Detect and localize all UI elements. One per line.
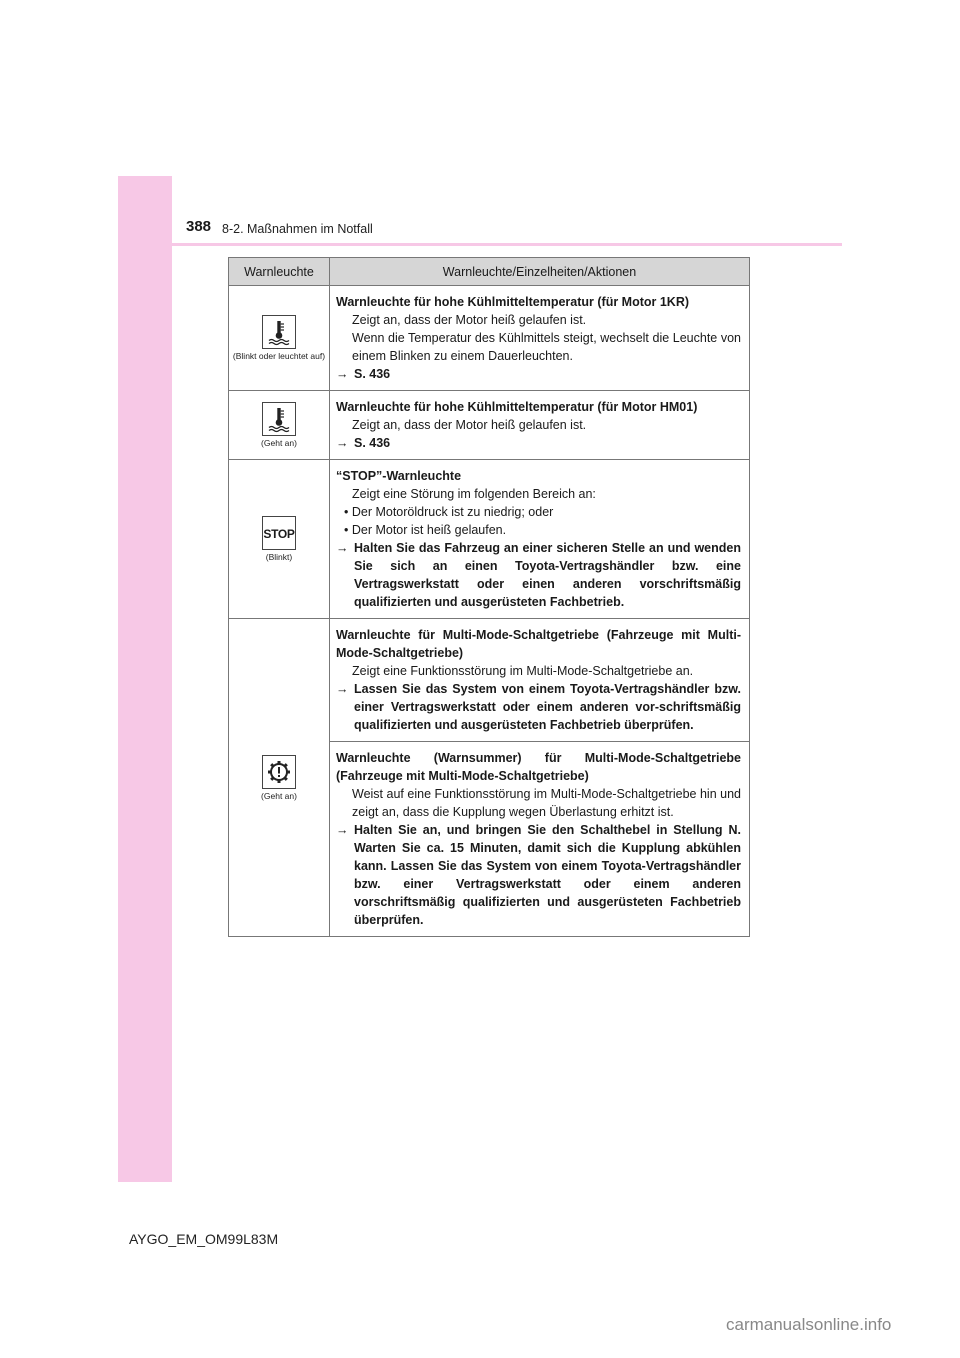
action-line [336,365,741,383]
icon-cell [229,619,330,937]
warning-light-table [228,257,750,937]
arrow-icon: → [336,367,349,381]
action-text: Halten Sie an, und bringen Sie den Schalthebel in Stellung N. Warten Sie ca. 15 Minuten, damit sich die Kupplung abkühlen kann. Lassen Sie das System von einem Toyota-Vertragshändler bzw. einer Vertragswerkstatt oder einem anderen vorschriftsmäßig qualifizierten und ausgerüsteten Fachbetrieb überprüfen. [354,823,741,927]
page-reference: S. 436 [354,436,391,450]
header-rule [172,243,842,246]
transmission-warning-icon [262,755,296,789]
page-number: 388 [186,218,212,235]
stop-warning-icon [262,516,296,550]
action-text: Halten Sie das Fahrzeug an einer sicheren Stelle an und wenden Sie sich an einen Toyota-Vertragshändler bzw. eine Vertragswerkstatt oder einen anderen vorschriftsmäßig qualifizierten und ausgerüsteten Fachbetrieb. [354,541,741,609]
description-line: Zeigt eine Störung im folgenden Bereich an: [352,487,596,501]
document-id: AYGO_EM_OM99L83M [129,1231,279,1247]
warning-title: Warnleuchte für Multi-Mode-Schaltgetriebe (Fahrzeuge mit Multi-Mode-Schaltgetriebe) [336,628,741,660]
details-cell [330,286,750,391]
description-line: Weist auf eine Funktionsstörung im Multi-Mode-Schaltgetriebe hin und zeigt an, dass die Kupplung wegen Überlastung erhitzt ist. [352,787,741,819]
action-line [336,680,741,734]
details-cell [330,460,750,619]
page-reference: S. 436 [354,367,391,381]
warning-title: Warnleuchte für hohe Kühlmitteltemperatur (für Motor HM01) [336,400,698,414]
coolant-temperature-icon [262,315,296,349]
warning-title: Warnleuchte (Warnsummer) für Multi-Mode-Schaltgetriebe (Fahrzeuge mit Multi-Mode-Schaltgetriebe) [336,751,741,783]
details-cell [330,742,750,937]
bullet-item: • Der Motoröldruck ist zu niedrig; oder [344,505,554,519]
bullet-item: • Der Motor ist heiß gelaufen. [344,523,507,537]
description-line: Zeigt an, dass der Motor heiß gelaufen ist. [352,313,587,327]
stop-icon-text: STOP [263,527,295,541]
table-row [229,391,750,460]
section-title: 8-2. Maßnahmen im Notfall [222,222,373,236]
watermark: carmanualsonline.info [726,1315,892,1334]
warning-title: Warnleuchte für hohe Kühlmitteltemperatur (für Motor 1KR) [336,295,690,309]
icon-caption: (Geht an) [261,790,297,801]
icon-cell [229,286,330,391]
action-line [336,821,741,929]
coolant-temperature-icon [262,402,296,436]
action-line [336,539,741,611]
description-line: Zeigt eine Funktionsstörung im Multi-Mode-Schaltgetriebe an. [352,664,694,678]
column-header-warnleuchte: Warnleuchte [229,258,330,286]
table-row [229,286,750,391]
icon-caption: (Blinkt oder leuchtet auf) [232,351,326,361]
chapter-side-bar [118,176,172,1182]
details-cell [330,391,750,460]
icon-cell [229,391,330,460]
icon-caption: (Geht an) [261,438,297,448]
warning-title: “STOP”-Warnleuchte [336,469,462,483]
bullet-text: Der Motoröldruck ist zu niedrig; oder [351,505,554,519]
action-text: Lassen Sie das System von einem Toyota-Vertragshändler bzw. einer Vertragswerkstatt oder einem anderen vor-schriftsmäßig qualifizierten und ausgerüsteten Fachbetrieb überprüfen. [354,682,741,732]
action-line [336,434,741,452]
details-cell [330,619,750,742]
description-line: Zeigt an, dass der Motor heiß gelaufen ist. [352,418,587,432]
table-header-row [229,258,750,286]
arrow-icon: → [336,682,349,696]
description-line: Wenn die Temperatur des Kühlmittels steigt, wechselt die Leuchte von einem Blinken zu einem Dauerleuchten. [352,331,741,363]
arrow-icon: → [336,541,349,555]
column-header-details: Warnleuchte/Einzelheiten/Aktionen [330,258,750,286]
table-row [229,460,750,619]
icon-caption: (Blinkt) [265,552,293,562]
arrow-icon: → [336,436,349,450]
icon-cell [229,460,330,619]
bullet-text: Der Motor ist heiß gelaufen. [351,523,507,537]
arrow-icon: → [336,823,349,837]
table-row [229,619,750,742]
